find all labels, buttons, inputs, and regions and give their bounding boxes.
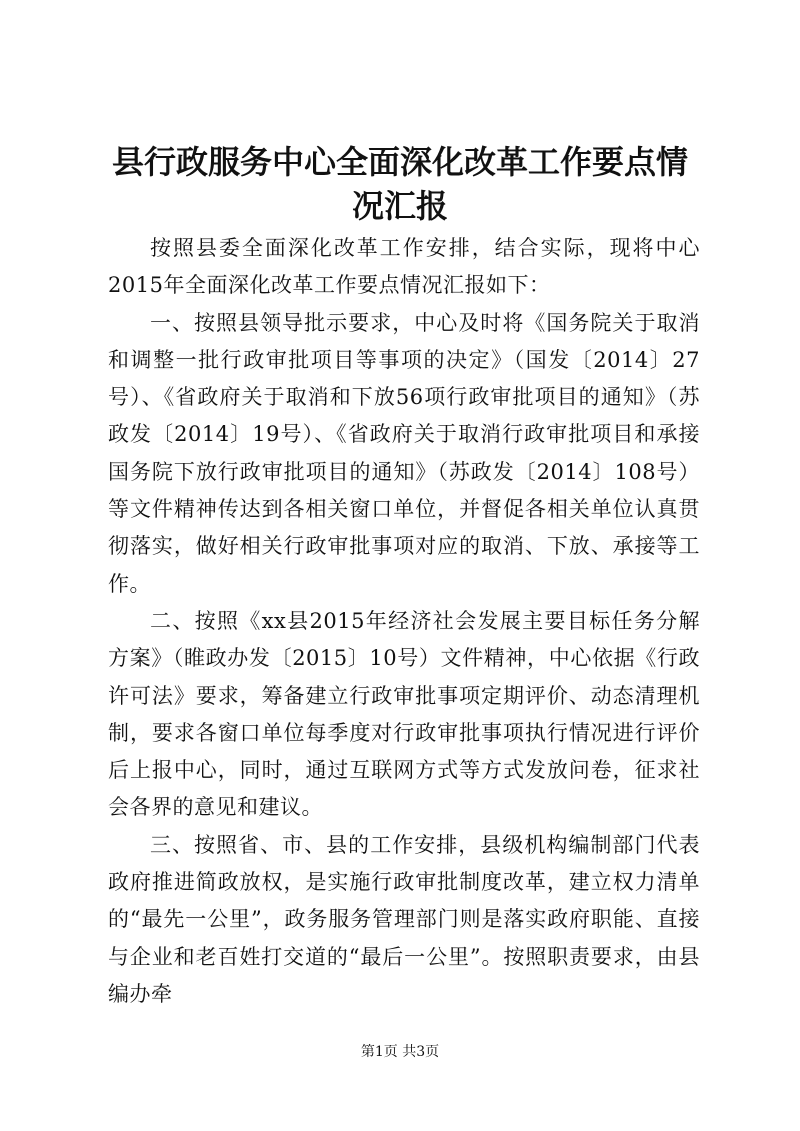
paragraph-section-3: 三、按照省、市、县的工作安排，县级机构编制部门代表政府推进简政放权，是实施行政审批制度改革，建立权力清单的“最先一公里”，政务服务管理部门则是落实政府职能、直接与企业和老百姓打交道的“最后一公里”。按照职责要求，由县编办牵 [108, 832, 700, 1006]
paragraph-section-1: 一、按照县领导批示要求，中心及时将《国务院关于取消和调整一批行政审批项目等事项的决定》（国发〔2014〕27号）、《省政府关于取消和下放56项行政审批项目的通知》（苏政发〔2014〕19号）、《省政府关于取消行政审批项目和承接国务院下放行政审批项目的通知》（苏政发〔2014〕108号）等文件精神传达到各相关窗口单位，并督促各相关单位认真贯彻落实，做好相关行政审批事项对应的取消、下放、承接等工作。 [108, 310, 700, 596]
document-body [108, 230, 700, 1013]
document-title: 县行政服务中心全面深化改革工作要点情况汇报 [111, 143, 688, 225]
paragraph-section-2: 二、按照《xx县2015年经济社会发展主要目标任务分解方案》（睢政办发〔2015〕10号）文件精神，中心依据《行政许可法》要求，筹备建立行政审批事项定期评价、动态清理机制，要求各窗口单位每季度对行政审批事项执行情况进行评价后上报中心，同时，通过互联网方式等方式发放问卷，征求社会各界的意见和建议。 [108, 608, 700, 820]
paragraph-intro: 按照县委全面深化改革工作安排，结合实际，现将中心2015年全面深化改革工作要点情况汇报如下： [108, 236, 700, 298]
page-number-footer: 第1页 共3页 [360, 1044, 440, 1060]
